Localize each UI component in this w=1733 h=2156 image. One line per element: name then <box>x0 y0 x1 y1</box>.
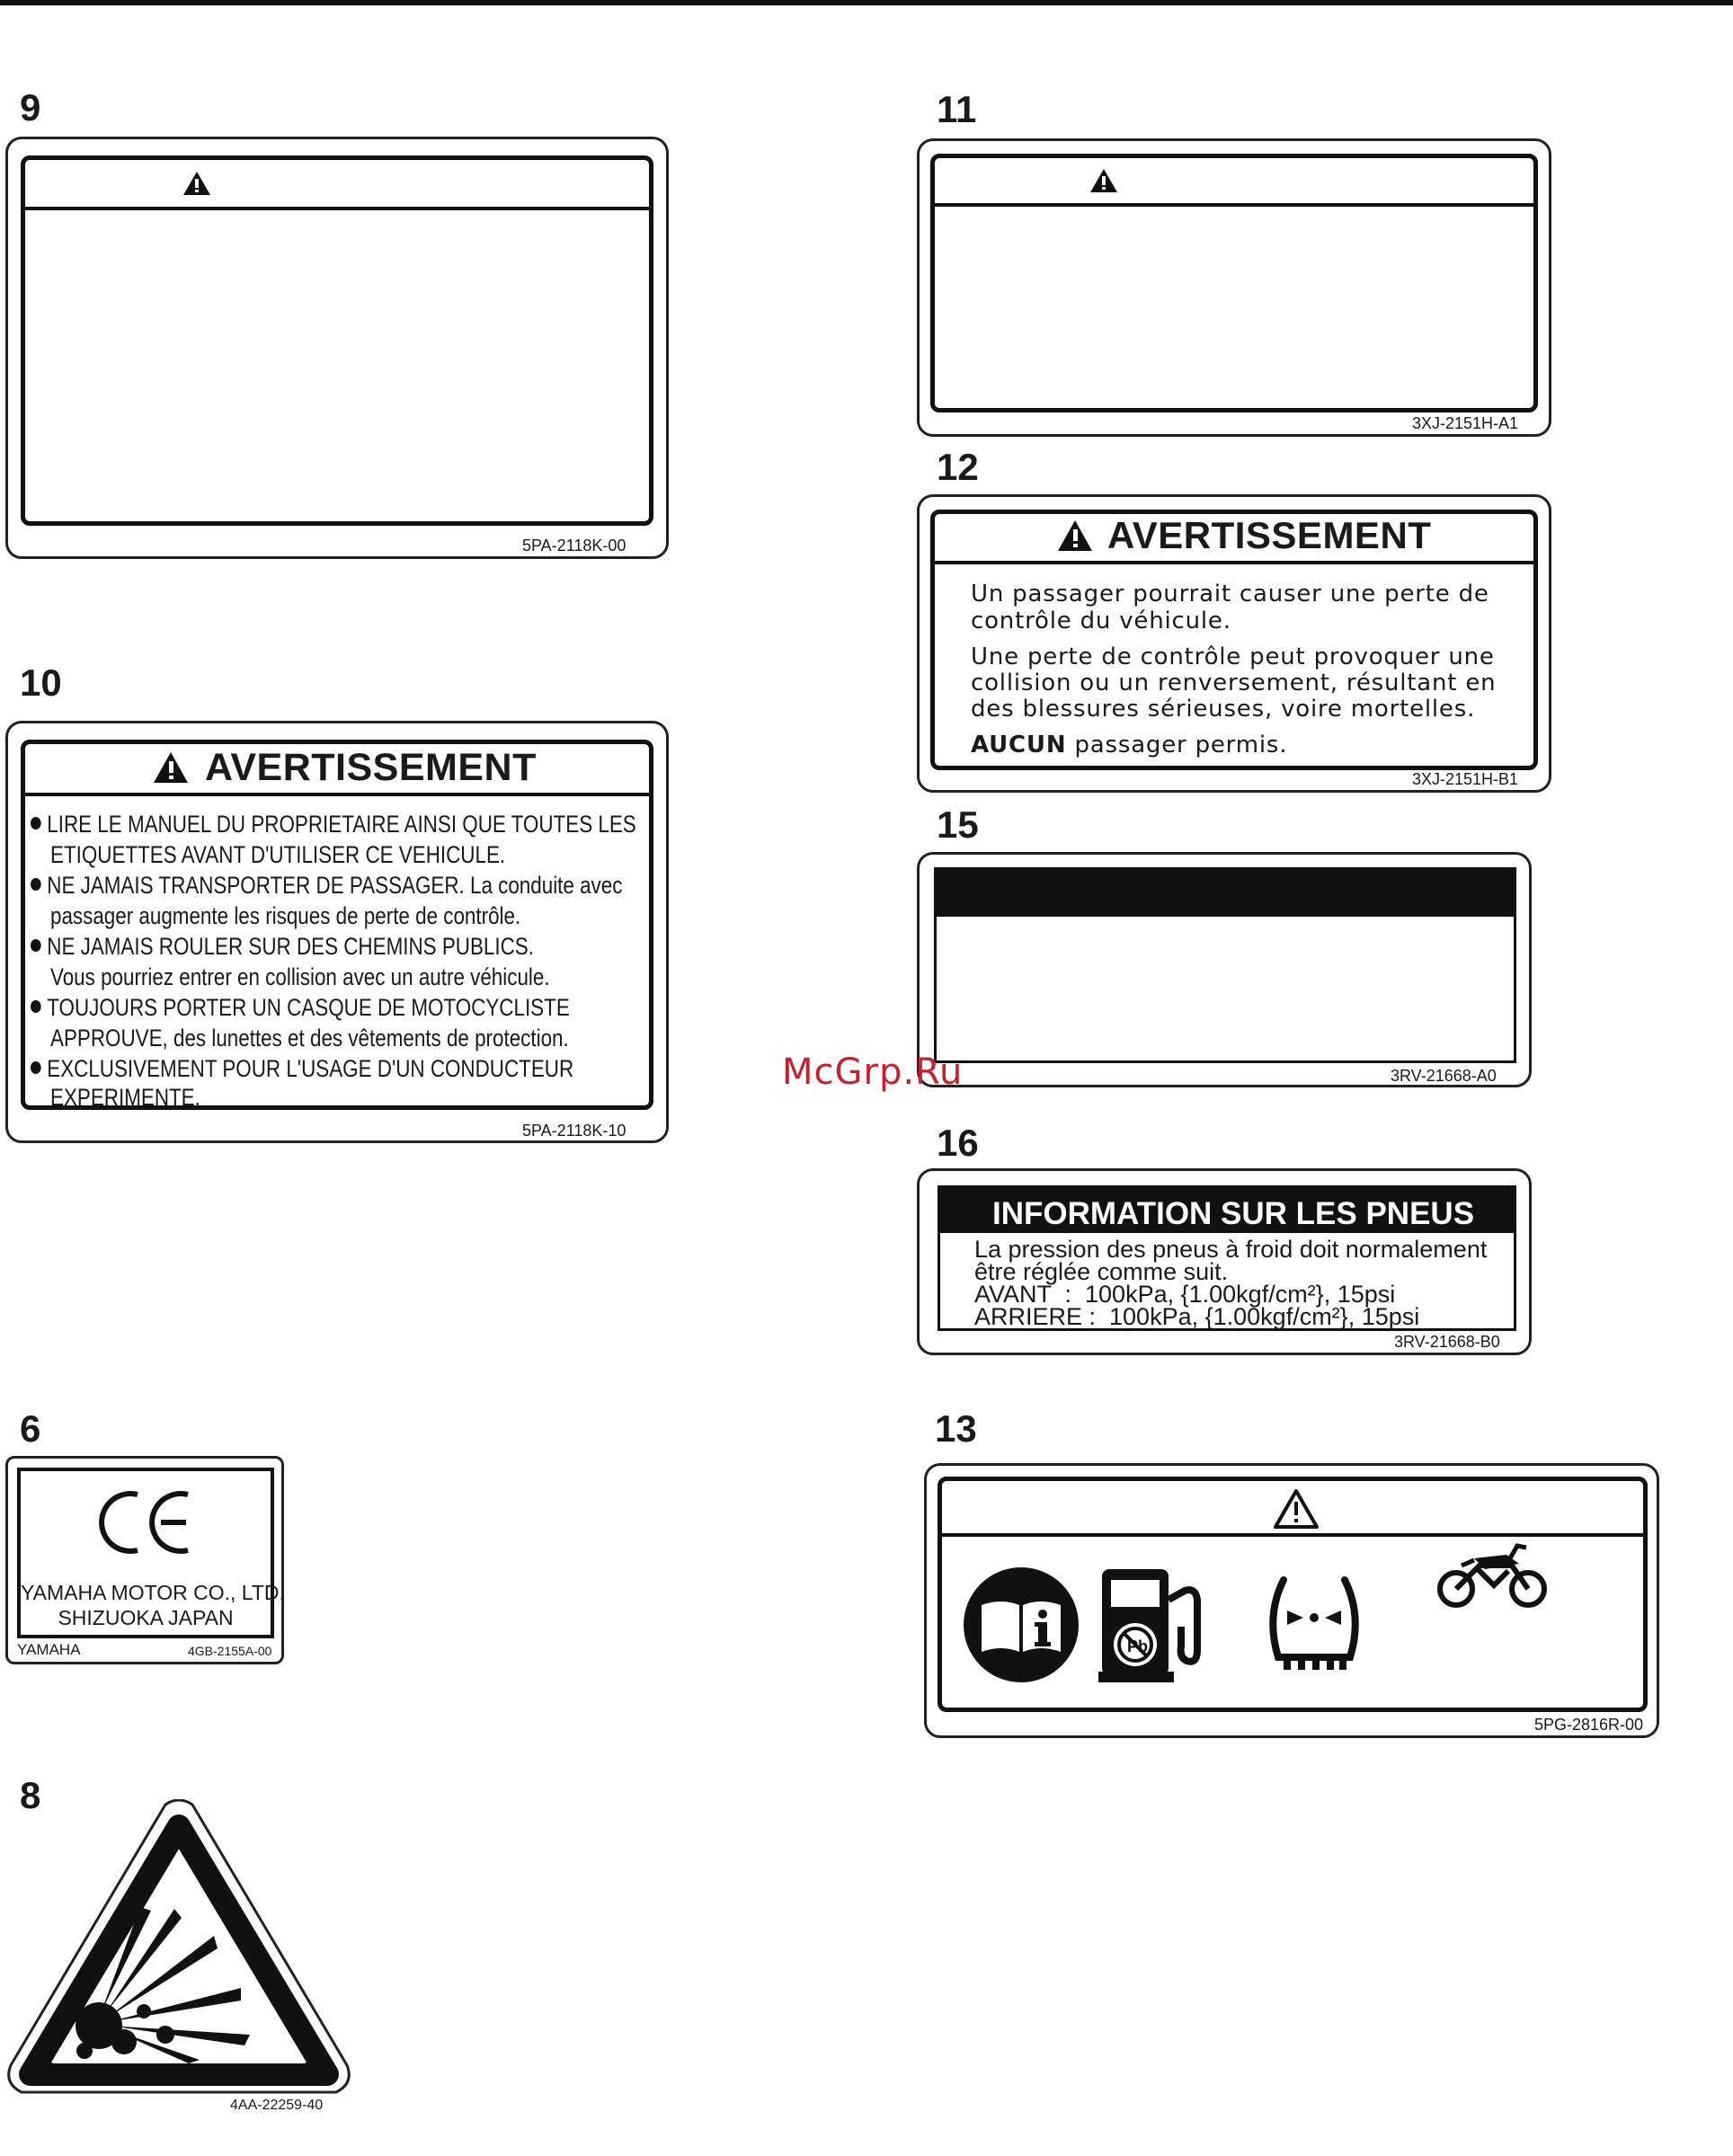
label-10-line-9: EXCLUSIVEMENT POUR L'USAGE D'UN CONDUCTEUR <box>31 1053 573 1084</box>
label-13-code: 5PG-2816R-00 <box>1534 1716 1644 1734</box>
label-12-line-1: Un passager pourrait causer une perte de <box>971 581 1489 608</box>
label-9-header <box>25 160 649 210</box>
label-6-company: YAMAHA MOTOR CO., LTD. <box>21 1581 285 1604</box>
label-12-code: 3XJ-2151H-B1 <box>1412 770 1519 788</box>
warning-triangle-icon <box>182 171 211 196</box>
bullet-icon <box>31 878 41 891</box>
bullet-icon <box>31 939 41 952</box>
label-16-line-4: ARRIERE : 100kPa, {1.00kgf/cm²}, 15psi <box>974 1303 1420 1330</box>
label-6-number: 6 <box>20 1407 41 1450</box>
label-10-line-1: LIRE LE MANUEL DU PROPRIETAIRE AINSI QUE TOUTES LES <box>31 809 636 839</box>
label-16-line-1: La pression des pneus à froid doit normalement <box>974 1236 1488 1263</box>
label-8-number: 8 <box>20 1774 41 1816</box>
label-6-code: 4GB-2155A-00 <box>188 1644 272 1658</box>
label-12 <box>917 494 1551 793</box>
label-15 <box>917 852 1532 1087</box>
label-12-line-2: contrôle du véhicule. <box>971 608 1231 634</box>
label-12-number: 12 <box>937 446 979 488</box>
label-15-header <box>937 870 1514 917</box>
label-12-header <box>935 514 1533 564</box>
label-12-line-6: AUCUN passager permis. <box>971 732 1288 759</box>
label-10-line-6: Vous pourriez entrer en collision avec un autre véhicule. <box>50 963 550 990</box>
label-6 <box>5 1456 284 1664</box>
label-16-header <box>940 1188 1514 1233</box>
label-13-header <box>942 1481 1643 1537</box>
label-6-location: SHIZUOKA JAPAN <box>58 1606 234 1629</box>
label-9-frame <box>21 155 653 526</box>
label-12-line-5: des blessures sérieuses, voire mortelles. <box>971 696 1476 723</box>
label-16-line-3: AVANT : 100kPa, {1.00kgf/cm²}, 15psi <box>974 1281 1396 1308</box>
label-9-number: 9 <box>20 86 41 129</box>
label-10-line-2: ETIQUETTES AVANT D'UTILISER CE VEHICULE. <box>50 841 506 868</box>
label-11-number: 11 <box>937 88 977 130</box>
warning-triangle-icon <box>1089 168 1118 193</box>
ce-mark-icon <box>94 1486 193 1559</box>
label-16-frame <box>938 1185 1516 1331</box>
label-12-title: AVERTISSEMENT <box>1107 514 1432 556</box>
explosive-warning-icon <box>5 1799 352 2116</box>
label-10-line-5: NE JAMAIS ROULER SUR DES CHEMINS PUBLICS. <box>31 931 534 962</box>
label-11 <box>917 138 1551 437</box>
bullet-icon <box>31 817 41 830</box>
label-15-frame <box>934 867 1516 1063</box>
warning-triangle-icon <box>153 751 189 784</box>
label-12-frame <box>930 510 1538 770</box>
warning-triangle-icon <box>1057 519 1093 552</box>
label-15-code: 3RV-21668-A0 <box>1391 1067 1497 1085</box>
label-13-frame <box>938 1477 1648 1712</box>
label-10-header <box>25 744 649 796</box>
label-10-line-7: TOUJOURS PORTER UN CASQUE DE MOTOCYCLISTE <box>31 992 570 1023</box>
label-10-line-10: EXPERIMENTE. <box>50 1084 200 1111</box>
label-8-code: 4AA-22259-40 <box>230 2098 324 2113</box>
label-10-code: 5PA-2118K-10 <box>522 1122 627 1140</box>
label-12-line-4: collision ou un renversement, résultant en <box>971 670 1497 696</box>
bullet-icon <box>31 1000 41 1013</box>
no-leaded-fuel-icon <box>1097 1564 1213 1684</box>
label-10-line-4: passager augmente les risques de perte de contrôle. <box>50 902 521 929</box>
label-16-code: 3RV-21668-B0 <box>1394 1333 1500 1351</box>
label-10-line-8: APPROUVE, des lunettes et des vêtements de protection. <box>50 1025 569 1051</box>
svg-text:Pb: Pb <box>1127 1637 1149 1655</box>
page-top-rule <box>0 0 1733 5</box>
bullet-icon <box>31 1061 41 1074</box>
motorcycle-icon <box>1435 1539 1550 1610</box>
label-10-frame <box>21 740 653 1110</box>
label-10 <box>5 721 669 1143</box>
label-11-header <box>935 158 1533 207</box>
watermark: McGrp.Ru <box>782 1051 964 1093</box>
label-12-aucun: AUCUN <box>971 732 1067 759</box>
label-11-code: 3XJ-2151H-A1 <box>1412 414 1519 432</box>
label-15-number: 15 <box>937 803 979 846</box>
label-6-brand: YAMAHA <box>17 1641 81 1658</box>
label-11-frame <box>930 154 1538 413</box>
label-13-number: 13 <box>935 1407 977 1450</box>
label-9 <box>5 137 669 559</box>
label-6-frame <box>17 1468 285 1638</box>
tire-pressure-icon <box>1262 1571 1366 1679</box>
label-10-line-3: NE JAMAIS TRANSPORTER DE PASSAGER. La conduite avec <box>31 870 622 901</box>
label-16 <box>917 1168 1532 1355</box>
manual-info-icon <box>962 1566 1080 1684</box>
label-16-line-2: être réglée comme suit. <box>974 1258 1229 1285</box>
label-16-title: INFORMATION SUR LES PNEUS <box>992 1196 1475 1231</box>
warning-triangle-outline-icon <box>1273 1488 1320 1530</box>
label-9-code: 5PA-2118K-00 <box>522 537 627 555</box>
label-12-line-3: Une perte de contrôle peut provoquer une <box>971 643 1495 670</box>
label-13 <box>924 1463 1659 1738</box>
label-16-number: 16 <box>937 1122 979 1164</box>
label-10-number: 10 <box>20 661 62 704</box>
label-8 <box>5 1799 352 2116</box>
label-10-title: AVERTISSEMENT <box>205 746 537 789</box>
